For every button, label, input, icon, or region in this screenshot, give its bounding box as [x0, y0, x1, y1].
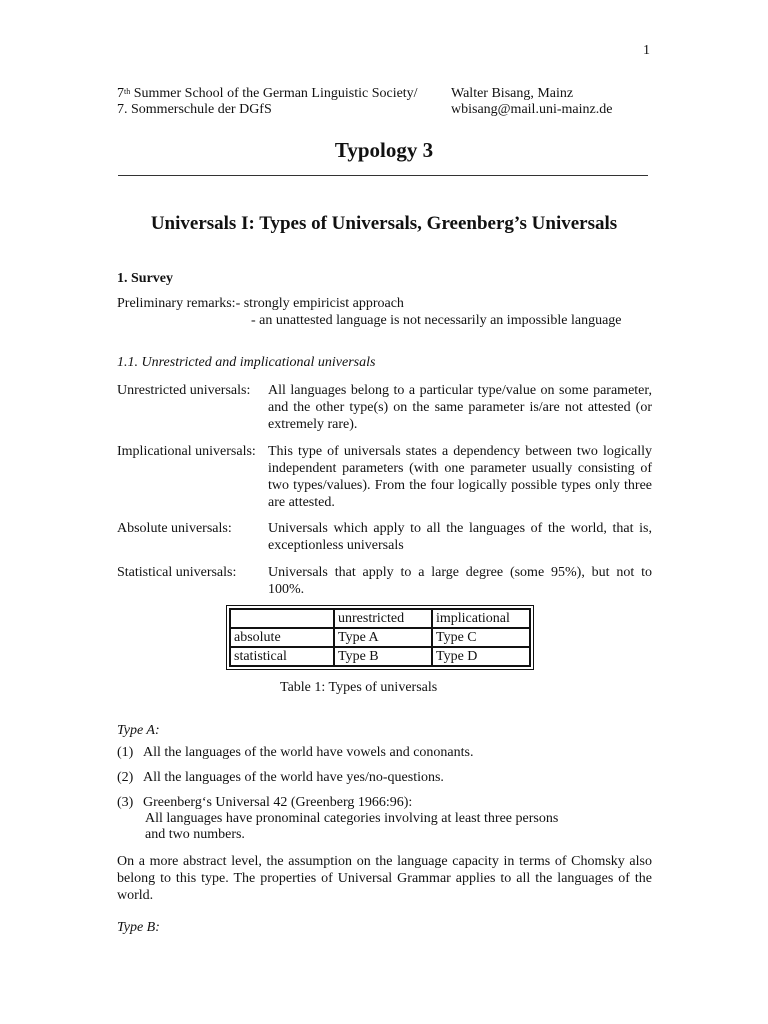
title-rule — [118, 175, 648, 176]
example-number: (1) — [117, 745, 134, 760]
example-item — [117, 795, 412, 811]
table-cell: Type A — [334, 628, 432, 647]
header-ordinal-suffix: th — [124, 87, 131, 96]
table-caption: Table 1: Types of universals — [280, 680, 438, 695]
definition-text: This type of universals states a dependency between two logically independent parameters (with one parameter usually consisting of two types/values). From the four logically possible types only three are attested. — [268, 444, 652, 510]
table-row — [230, 609, 530, 628]
header-school-name: Summer School of the German Linguistic Society/ — [130, 86, 418, 101]
author-email: wbisang@mail.uni-mainz.de — [451, 102, 613, 117]
example-item — [117, 745, 473, 761]
subsection-heading: 1.1. Unrestricted and implicational universals — [117, 355, 376, 370]
table-cell: implicational — [432, 609, 530, 628]
example-text: Greenberg‘s Universal 42 (Greenberg 1966:96): — [143, 795, 413, 810]
definition-term: Absolute universals: — [117, 521, 232, 536]
preliminary-line1: Preliminary remarks:- strongly empiricist approach — [117, 296, 404, 311]
example-number: (2) — [117, 770, 134, 785]
example-continuation: All languages have pronominal categories involving at least three persons — [145, 811, 559, 826]
example-text: All the languages of the world have yes/no-questions. — [143, 770, 444, 785]
author-name: Walter Bisang, Mainz — [451, 86, 574, 101]
type-a-label: Type A: — [117, 723, 160, 738]
page-number: 1 — [643, 43, 650, 58]
example-number: (3) — [117, 795, 134, 810]
definition-term: Statistical universals: — [117, 565, 237, 580]
table-row — [230, 628, 530, 647]
example-continuation: and two numbers. — [145, 827, 245, 842]
header-left-line2: 7. Sommerschule der DGfS — [117, 102, 272, 117]
document-subtitle: Universals I: Types of Universals, Greenberg’s Universals — [150, 213, 618, 234]
definition-term: Unrestricted universals: — [117, 383, 251, 398]
table-cell: Type C — [432, 628, 530, 647]
example-text: All the languages of the world have vowels and cononants. — [143, 745, 474, 760]
table-cell: absolute — [230, 628, 334, 647]
example-item — [117, 770, 444, 786]
definition-term: Implicational universals: — [117, 444, 256, 459]
table-row — [230, 647, 530, 666]
header-left-line1 — [117, 86, 418, 102]
body-paragraph: On a more abstract level, the assumption on the language capacity in terms of Chomsky also belong to this type. The properties of Universal Grammar applies to all the languages of the world. — [117, 854, 652, 903]
header-ordinal: 7 — [117, 86, 124, 101]
table-cell: Type D — [432, 647, 530, 666]
table-cell: statistical — [230, 647, 334, 666]
definition-text: Universals which apply to all the languages of the world, that is, exceptionless universals — [268, 521, 652, 553]
types-table — [229, 608, 531, 667]
definition-text: Universals that apply to a large degree (some 95%), but not to 100%. — [268, 565, 652, 597]
document-title: Typology 3 — [334, 138, 434, 162]
table-cell: Type B — [334, 647, 432, 666]
section-heading: 1. Survey — [117, 271, 173, 286]
table-cell — [230, 609, 334, 628]
type-b-label: Type B: — [117, 920, 160, 935]
header-right — [451, 86, 612, 118]
table-cell: unrestricted — [334, 609, 432, 628]
definition-text: All languages belong to a particular type/value on some parameter, and the other type(s) on the same parameter is/are not attested (or extremely rare). — [268, 383, 652, 432]
preliminary-line2: - an unattested language is not necessarily an impossible language — [251, 313, 622, 328]
header-left — [117, 86, 418, 118]
